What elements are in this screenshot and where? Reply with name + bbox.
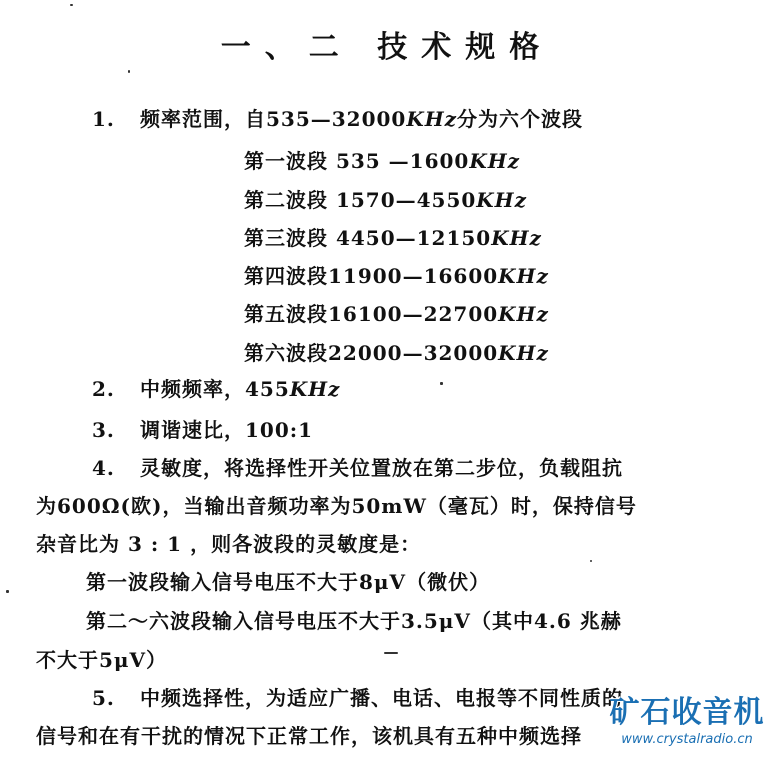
watermark-logo-text: 矿石收音机 bbox=[609, 695, 765, 730]
item-frequency-range bbox=[92, 107, 583, 131]
band-row bbox=[244, 222, 542, 251]
scan-speck bbox=[384, 652, 398, 654]
band-unit: KHz bbox=[498, 264, 549, 288]
paragraph-line: 第二～六波段输入信号电压不大于3.5μV（其中4.6 兆赫 bbox=[86, 609, 622, 633]
band-label: 第二波段 1570—4550 bbox=[244, 188, 477, 212]
item-sensitivity bbox=[92, 456, 623, 480]
item-tail: 分为六个波段 bbox=[456, 107, 583, 131]
site-watermark bbox=[606, 694, 768, 756]
item-tuning-ratio bbox=[92, 418, 313, 442]
item-text: 调谐速比，100:1 bbox=[140, 418, 314, 442]
scan-speck bbox=[128, 70, 130, 73]
paragraph-line: 杂音比为 3 : 1 ，则各波段的灵敏度是： bbox=[36, 532, 422, 556]
item-number: 5. bbox=[92, 686, 115, 710]
item-number: 2. bbox=[92, 377, 115, 401]
paragraph-line: 不大于5μV） bbox=[36, 648, 168, 672]
scan-speck bbox=[590, 560, 592, 562]
band-label: 第一波段 535 —1600 bbox=[244, 149, 470, 173]
band-unit: KHz bbox=[491, 226, 542, 250]
band-label: 第三波段 4450—12150 bbox=[244, 226, 492, 250]
band-row bbox=[244, 260, 549, 289]
item-text: 中频选择性，为适应广播、电话、电报等不同性质的 bbox=[140, 686, 623, 710]
band-row bbox=[244, 298, 549, 327]
band-label: 第六波段22000—32000 bbox=[244, 341, 499, 365]
band-label: 第四波段11900—16600 bbox=[244, 264, 499, 288]
band-row bbox=[244, 145, 520, 174]
item-if-frequency bbox=[92, 377, 340, 401]
item-number: 1. bbox=[92, 107, 115, 131]
item-text: 灵敏度，将选择性开关位置放在第二步位，负载阻抗 bbox=[140, 456, 623, 480]
band-row bbox=[244, 184, 527, 213]
item-text: 中频频率，455 bbox=[140, 377, 290, 401]
paragraph-line: 为600Ω(欧)，当输出音频功率为50mW（毫瓦）时，保持信号 bbox=[36, 494, 637, 518]
scan-speck bbox=[70, 4, 73, 6]
page-title: 一、二 技术规格 bbox=[220, 30, 554, 65]
band-row bbox=[244, 337, 549, 366]
watermark-url: www.crystalradio.cn bbox=[621, 732, 753, 747]
scan-speck bbox=[440, 382, 443, 385]
paragraph-line: 第一波段输入信号电压不大于8μV（微伏） bbox=[86, 570, 491, 594]
paragraph-line: 信号和在有干扰的情况下正常工作，该机具有五种中频选择 bbox=[36, 724, 582, 748]
item-number: 3. bbox=[92, 418, 115, 442]
item-unit: KHz bbox=[289, 377, 341, 401]
scan-speck bbox=[6, 590, 9, 593]
band-unit: KHz bbox=[476, 188, 527, 212]
item-selectivity bbox=[92, 686, 623, 710]
band-label: 第五波段16100—22700 bbox=[244, 302, 499, 326]
item-text: 频率范围，自535—32000 bbox=[140, 107, 407, 131]
band-unit: KHz bbox=[498, 302, 549, 326]
item-number: 4. bbox=[92, 456, 115, 480]
band-unit: KHz bbox=[498, 341, 549, 365]
item-unit: KHz bbox=[406, 107, 457, 131]
band-unit: KHz bbox=[469, 149, 520, 173]
